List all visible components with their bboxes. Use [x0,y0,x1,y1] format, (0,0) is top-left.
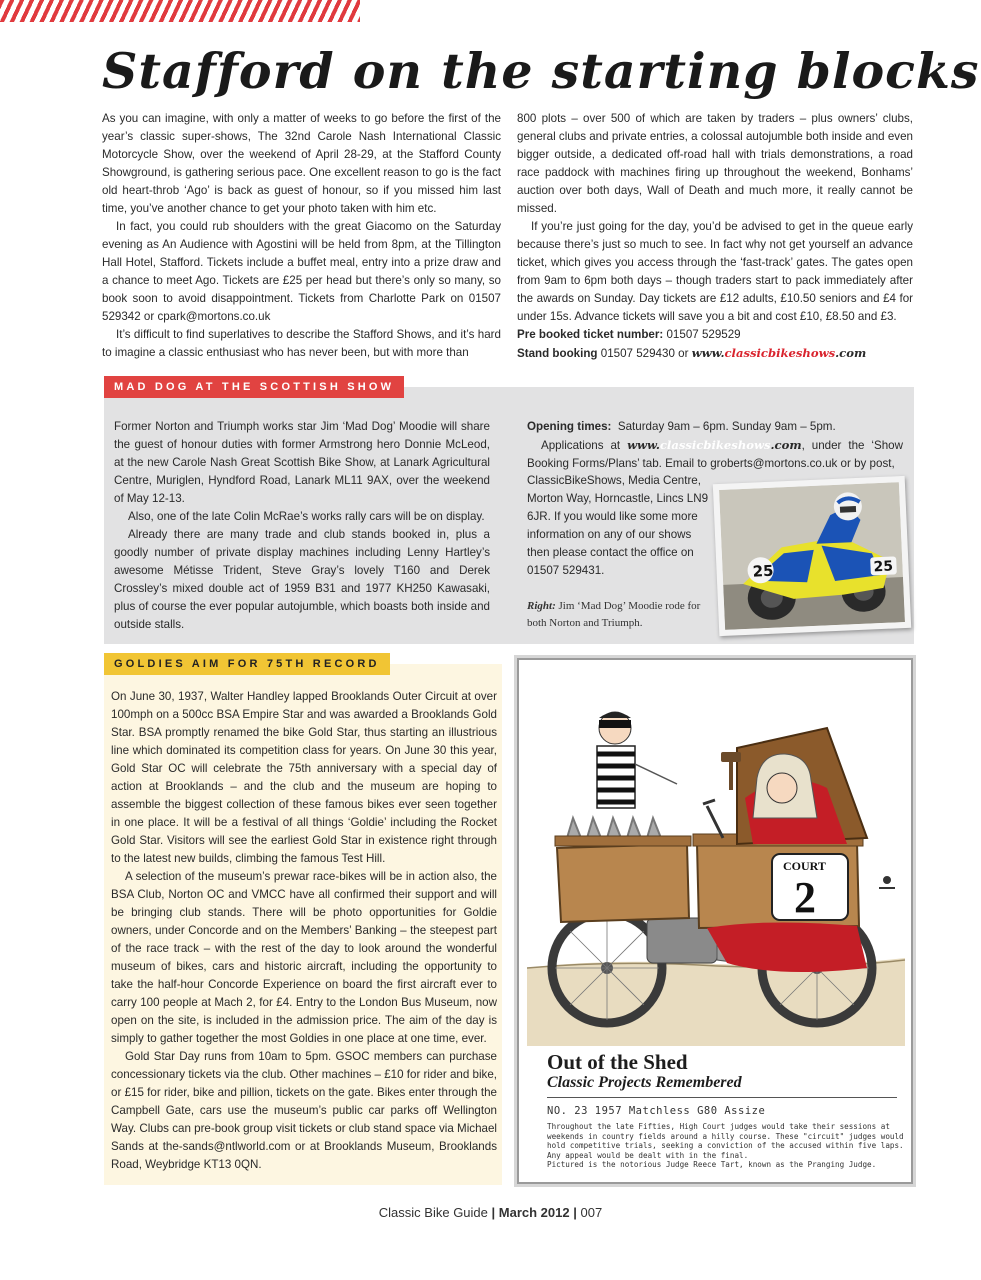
mad-dog-paragraph-1: Former Norton and Triumph works star Jim ‘Mad Dog’ Moodie will share the guest of honour duties with former Armstrong hero Donnie McLeod, at the new Carole Nash Great Scottish Bike Show, at Lanark Agricultural Centre, Muriglen, Hyndford Road, Lanark ML11 9AX, over the weekend of May 12-13. [114,420,490,505]
goldies-text [111,688,497,1174]
cartoon-desc-line-3: hold competitive trials, seeking a conviction of the accused within five laps. [547,1141,904,1150]
mad-dog-paragraph-3: Already there are many trade and club stands booked in, plus a goodly number of private display machines including Lenny Hartley’s awesome Métisse Trident, Steve Gray’s lovely T160 and Derek Crossley’s mixed double act of 1959 B31 and 1977 KH250 Kawasaki, plus of course the ever popular autojumble, which boasts both inside and outside stalls. [114,528,490,631]
stand-booking-line [517,344,913,363]
goldies-heading: GOLDIES AIM FOR 75TH RECORD [104,653,390,675]
cartoon-desc-line-2: weekends in country fields around a hilly course. These "circuit" judges would [547,1131,904,1141]
intro-paragraph-5: If you’re just going for the day, you’d be advised to get in the queue early because there’s just so much to see. In fact why not get yourself an advance ticket, which gives you access through the ‘fast-track’ gates. The gates open from 9am to 6pm both days – though traders start to pack immediately after the awards on Sunday. Day tickets are £12 adults, £10.50 seniors and £4 for under 15s. Advance tickets will save you a bit and cost £10, £8.50 and £3. [517,220,913,323]
cartoon-desc-line-4: Any appeal would be dealt with in the final. [547,1150,749,1160]
cartoon-title: Out of the Shed [547,1050,688,1074]
judge-motorcycle-cartoon [527,668,905,1046]
cartoon-desc-line-5: Pictured is the notorious Judge Reece Tart, known as the Pranging Judge. [547,1160,877,1169]
opening-times-line [527,418,903,436]
goldies-paragraph-2: A selection of the museum’s prewar race-bikes will be in action also, the BSA Club, Norton OC and VMCC have all confirmed their support and will be bringing club stands. There will be photo opportunities for Goldie owners, under Concorde and on the Members’ Banking – the steepest part of the race track – with the rest of the day to look around the wonderful museum of bikes, cars and historic aircraft, including the opportunity to take the half-hour Concorde Experience on board the first aircraft ever to carry 100 people at Mach 2, for £4. Entry to the London Bus Museum, now open on the site, is included in the admission price. The aim of the day is simply to gather together the most Goldies in one place at one time, ever. [111,870,497,1045]
bike-number-left: 25 [752,561,774,581]
goldies-paragraph-1: On June 30, 1937, Walter Handley lapped Brooklands Outer Circuit at over 100mph on a 500cc BSA Empire Star and was awarded a Brooklands Gold Star. BSA promptly renamed the bike Gold Star, thus starting an illustrious line which dominated its competition class for years. On June 30 this year, Gold Star OC will celebrate the 75th anniversary with a special day of action at Brooklands – and the club and the museum are hoping to assemble the biggest collection of these famous bikes ever seen together in one place. It will be a festival of all things ‘Goldie’ including the Rocket Gold Star. Visitors will see the earliest Gold Star in existence right through to the latest new builds, climbing the famous Test Hill. [111,690,497,865]
mad-dog-website-link[interactable]: www.classicbikeshows.com [627,438,802,452]
website-link[interactable]: www.classicbikeshows.com [691,346,867,360]
page-footer: Classic Bike Guide | March 2012 | 007 [378,1205,603,1220]
intro-column-right [517,110,913,363]
racing-motorcycle-image [719,482,905,630]
footer-page-number: 007 [580,1205,603,1220]
prebook-number: 01507 529529 [666,328,741,341]
footer-magazine: Classic Bike Guide [378,1205,488,1220]
intro-paragraph-1: As you can imagine, with only a matter of weeks to go before the first of the year’s classic super-shows, The 32nd Carole Nash International Classic Motorcycle Show, over the weekend of April 28-29, at the Stafford County Showground, is gathering serious pace. One excellent reason to go is the fact old heart-throb ‘Ago’ is back as guest of honour, so if you missed him last time, you’ve another chance to get your photo taken with him etc. [102,112,501,215]
applications-line: Applications at www.classicbikeshows.com, under the ‘Show Booking Forms/Plans’ tab. Email to groberts@mortons.co.uk or by post, [527,438,903,470]
cartoon-panel [517,658,913,1184]
racing-photo [713,476,911,636]
caption-text: Jim ‘Mad Dog’ Moodie rode for both Norton and Triumph. [527,600,701,629]
mad-dog-column-right [527,418,903,473]
cartoon-subtitle: Classic Projects Remembered [547,1074,742,1091]
court-sign-number: 2 [794,873,816,922]
mad-dog-address: ClassicBikeShows, Media Centre, Morton Way, Horncastle, Lincs LN9 6JR. If you would like some more information on any of our shows then please contact the office on 01507 529431. [527,474,709,577]
photo-caption [527,598,717,632]
header-stripe-decoration [0,0,360,22]
cartoon-desc-line-1: Throughout the late Fifties, High Court judges would take their sessions at [547,1122,890,1131]
cartoon-description [547,1122,907,1170]
opening-times-label: Opening times: [527,420,612,433]
intro-paragraph-3: It’s difficult to find superlatives to describe the Stafford Shows, and it’s hard to imagine a classic enthusiast who has never been, but with more than [102,328,501,359]
prebook-line [517,326,913,344]
stand-booking-label: Stand booking [517,347,598,360]
prebook-label: Pre booked ticket number: [517,328,664,341]
bike-number-right: 25 [873,558,894,576]
cartoon-divider [547,1097,897,1098]
footer-issue: March 2012 [498,1205,570,1220]
caption-label: Right: [527,600,556,612]
opening-times-text: Saturday 9am – 6pm. Sunday 9am – 5pm. [617,420,836,433]
mad-dog-heading: MAD DOG AT THE SCOTTISH SHOW [104,376,404,398]
intro-paragraph-2: In fact, you could rub shoulders with the great Giacomo on the Saturday evening as An Audience with Agostini will be held from 8pm, at the Tillington Hall Hotel, Stafford. Tickets include a buffet meal, entry into a prize draw and a chance to meet Ago. Tickets are £25 per head but there’s only so many, so book soon to avoid disappointment. Tickets from Charlotte Park on 01507 529342 or cpark@mortons.co.uk [102,220,501,323]
mad-dog-paragraph-2: Also, one of the late Colin McRae’s works rally cars will be on display. [128,510,485,523]
court-sign-label: COURT [783,859,826,873]
stand-booking-number: 01507 529430 or [600,347,689,360]
goldies-paragraph-3: Gold Star Day runs from 10am to 5pm. GSOC members can purchase concessionary tickets via the club. Other machines – £10 for rider and bike, or £15 for rider, bike and pillion, tickets on the gate. Bikes enter through the Campbell Gate, cars use the museum’s public car parks off Wellington Way. Clubs can pre-book group visit tickets or club stand space via Michael Sands at the-sands@ntlworld.com or at Brooklands Museum, Brooklands Road, Weybridge KT13 0QN. [111,1050,498,1171]
cartoon-number-line: NO. 23 1957 Matchless G80 Assize [547,1105,766,1117]
intro-paragraph-4: 800 plots – over 500 of which are taken by traders – plus owners’ clubs, general clubs and private entries, a colossal autojumble both inside and even bigger outside, a dedicated off-road hall with trials demonstrations, a road race paddock with machines firing up throughout the weekend, Bonhams’ auction over both days, Wall of Death and much more, it really cannot be missed. [517,112,913,215]
page-title: Stafford on the starting blocks [102,42,980,100]
intro-column-left [102,110,501,362]
mad-dog-column-left [114,418,490,634]
